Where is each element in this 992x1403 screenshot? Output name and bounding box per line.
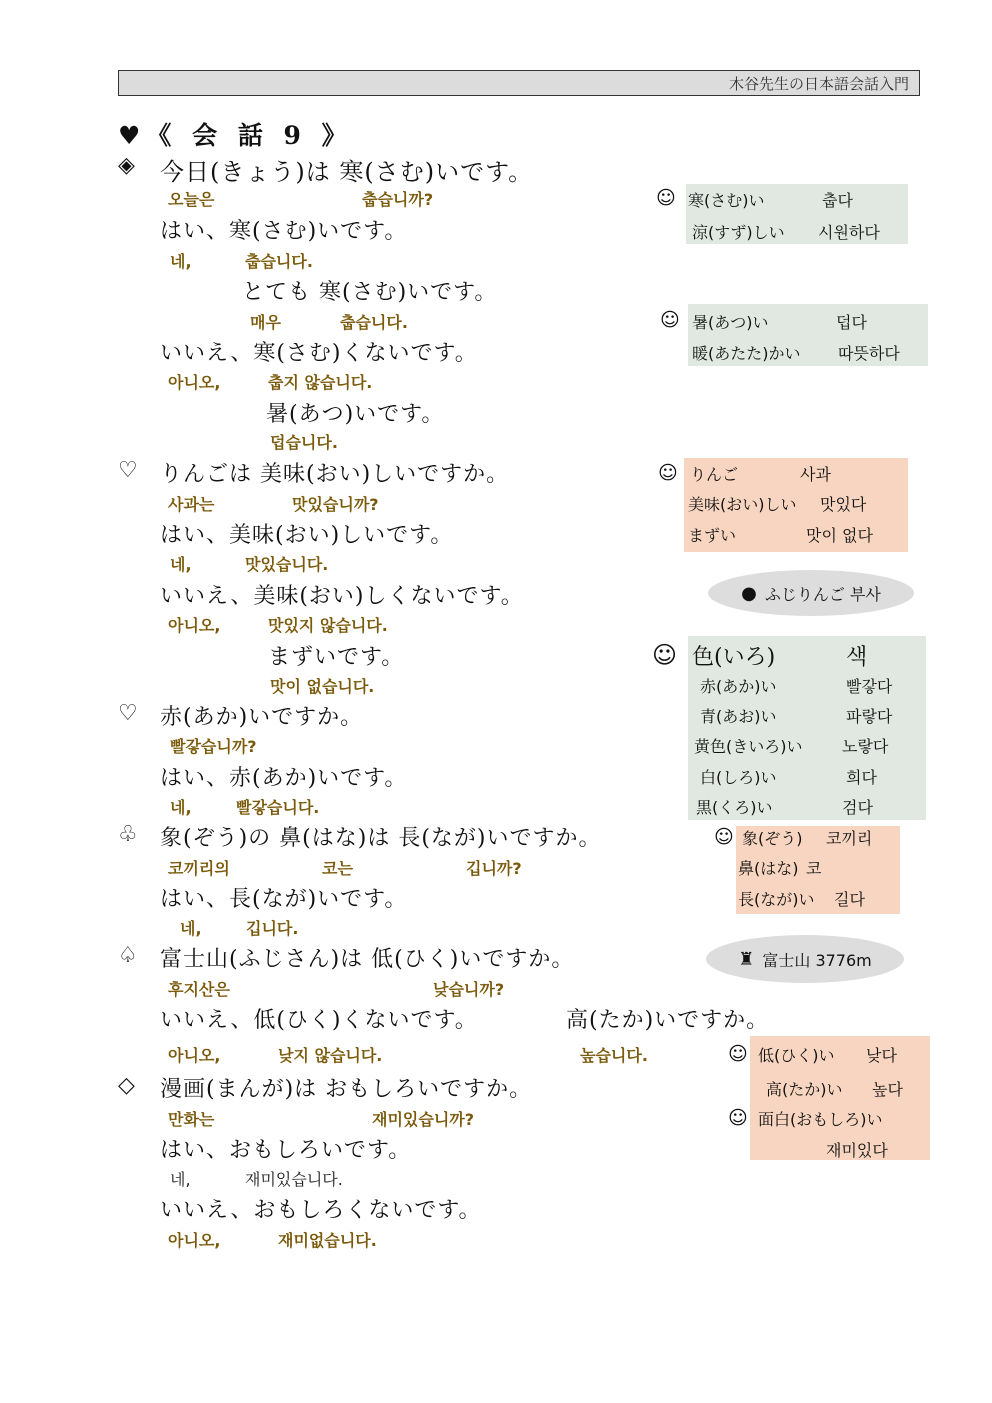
vocab-jp: 涼(すず)しい <box>692 223 785 242</box>
vocab-jp: 低(ひく)い <box>758 1046 835 1065</box>
diamond-outline-icon: ◇ <box>118 1073 135 1098</box>
kr-no-2: 아니오, <box>168 616 221 635</box>
kr-no: 아니오, <box>168 373 221 392</box>
kr-bad-taste: 맛이 없습니다. <box>270 677 375 696</box>
lesson-title <box>118 116 353 152</box>
vocab-jp: 黒(くろ)い <box>696 798 773 817</box>
kr-fuji: 후지산은 <box>168 980 230 999</box>
answer-bad-taste: まずいです。 <box>268 645 405 670</box>
vocab-jp: 暑(あつ)い <box>692 313 769 332</box>
smiley-icon: ☺ <box>652 641 678 669</box>
vocab-kr: 낮다 <box>866 1046 897 1065</box>
kr-fun-a: 재미있습니다. <box>245 1170 343 1189</box>
answer-very-cold: とても 寒(さむ)いです。 <box>242 280 498 305</box>
tower-icon: ♜ <box>738 948 755 970</box>
vocab-kr: 사과 <box>800 465 831 484</box>
question-manga: 漫画(まんが)は おもしろいですか。 <box>160 1077 533 1102</box>
kr-no-4: 아니오, <box>168 1231 221 1250</box>
header-bar <box>118 70 920 96</box>
kr-not-cold: 춥지 않습니다. <box>268 373 373 392</box>
kr-red-a: 빨갛습니다. <box>236 798 320 817</box>
smiley-icon: ☺ <box>658 462 678 484</box>
kr-long-q: 깁니까? <box>466 859 522 878</box>
heart-icon: ♥ <box>118 121 147 150</box>
kr-nose: 코는 <box>322 859 353 878</box>
vocab-jp: 高(たか)い <box>766 1080 843 1099</box>
vocab-jp: 象(ぞう) <box>742 829 803 848</box>
vocab-jp: まずい <box>688 526 737 545</box>
kr-cold-a: 춥습니다. <box>245 252 313 271</box>
question-elephant: 象(ぞう)の 鼻(はな)は 長(なが)いですか。 <box>160 826 602 851</box>
vocab-kr: 코 <box>806 859 822 878</box>
answer-yes-tasty: はい、美味(おい)しいです。 <box>160 523 454 548</box>
vocab-jp: 色(いろ) <box>692 645 776 670</box>
answer-no-tasty: いいえ、美味(おい)しくないです。 <box>160 584 524 609</box>
kr-cold-a2: 춥습니다. <box>340 313 408 332</box>
question-red: 赤(あか)いですか。 <box>160 705 364 730</box>
vocab-kr: 시원하다 <box>818 223 880 242</box>
heart-outline-icon: ♡ <box>118 458 138 483</box>
vocab-kr: 색 <box>846 645 868 670</box>
vocab-kr: 파랗다 <box>846 707 893 726</box>
kr-yes-2: 네, <box>170 555 192 574</box>
vocab-kr: 맛이 없다 <box>806 526 873 545</box>
kr-fun-q: 재미있습니까? <box>372 1110 475 1129</box>
vocab-jp: 寒(さむ)い <box>688 191 765 210</box>
vocab-kr: 재미있다 <box>826 1141 888 1160</box>
kr-red-q: 빨갛습니까? <box>170 737 257 756</box>
kr-manga: 만화는 <box>168 1110 215 1129</box>
vocab-jp: りんご <box>690 465 739 484</box>
question-apple: りんごは 美味(おい)しいですか。 <box>160 462 510 487</box>
answer-yes-fun: はい、おもしろいです。 <box>160 1138 412 1163</box>
heart-outline-icon-2: ♡ <box>118 701 138 726</box>
vocab-kr: 맛있다 <box>820 495 867 514</box>
lesson-title-text: 《 会 話 9 》 <box>146 121 353 150</box>
answer-hot: 暑(あつ)いです。 <box>266 402 445 427</box>
header-title: 木谷先生の日本語会話入門 <box>728 75 909 93</box>
kr-high: 높습니다. <box>580 1046 648 1065</box>
answer-yes-cold: はい、寒(さむ)いです。 <box>160 219 408 244</box>
fuji-note-text: 富士山 3776m <box>762 950 872 970</box>
club-outline-icon: ♧ <box>118 822 138 847</box>
vocab-jp: 面白(おもしろ)い <box>758 1110 883 1129</box>
answer-no-cold: いいえ、寒(さむ)くないです。 <box>160 341 478 366</box>
vocab-kr: 노랗다 <box>842 737 889 756</box>
kr-no-3: 아니오, <box>168 1046 221 1065</box>
diamond-icon: ◈ <box>118 153 135 178</box>
kr-long-a: 깁니다. <box>246 919 299 938</box>
vocab-jp: 美味(おい)しい <box>688 495 797 514</box>
kr-today: 오늘은 <box>168 190 215 209</box>
vocab-jp: 長(なが)い <box>738 890 815 909</box>
kr-not-low: 낮지 않습니다. <box>278 1046 383 1065</box>
kr-yes-4: 네, <box>180 919 202 938</box>
kr-tasty-a: 맛있습니다. <box>245 555 329 574</box>
kr-hot: 덥습니다. <box>270 433 338 452</box>
kr-yes-3: 네, <box>170 798 192 817</box>
answer-no-low: いいえ、低(ひく)くないです。 <box>160 1008 478 1033</box>
vocab-jp: 赤(あか)い <box>700 677 777 696</box>
vocab-kr: 빨갛다 <box>846 677 893 696</box>
vocab-kr: 코끼리 <box>826 829 873 848</box>
oval-fuji-note <box>706 935 904 983</box>
vocab-kr: 검다 <box>842 798 873 817</box>
smiley-icon: ☺ <box>656 187 676 209</box>
smiley-icon: ☺ <box>714 826 734 848</box>
kr-yes-5: 네, <box>170 1170 191 1189</box>
answer-yes-red: はい、赤(あか)いです。 <box>160 766 408 791</box>
vocab-jp: 黄色(きいろ)い <box>694 737 803 756</box>
vocab-jp: 青(あお)い <box>700 707 777 726</box>
kr-yes: 네, <box>170 252 192 271</box>
kr-not-fun: 재미없습니다. <box>278 1231 377 1250</box>
vocab-kr: 춥다 <box>822 191 853 210</box>
vocab-jp: 鼻(はな) <box>738 859 799 878</box>
kr-not-tasty: 맛있지 않습니다. <box>268 616 388 635</box>
spade-outline-icon: ♤ <box>118 943 138 968</box>
answer-no-fun: いいえ、おもしろくないです。 <box>160 1198 482 1223</box>
vocab-kr: 길다 <box>834 890 865 909</box>
vocab-kr: 높다 <box>872 1080 903 1099</box>
kr-low-q: 낮습니까? <box>433 980 505 999</box>
answer-yes-long: はい、長(なが)いです。 <box>160 887 408 912</box>
kr-elephant: 코끼리의 <box>168 859 230 878</box>
kr-apple: 사과는 <box>168 495 215 514</box>
vocab-kr: 덥다 <box>836 313 867 332</box>
vocab-jp: 白(しろ)い <box>700 768 777 787</box>
oval-apple-note <box>708 570 914 616</box>
answer-high-q: 高(たか)いですか。 <box>566 1008 770 1033</box>
vocab-jp: 暖(あたた)かい <box>692 344 801 363</box>
kr-cold-q: 춥습니까? <box>362 190 434 209</box>
smiley-icon: ☺ <box>728 1043 748 1065</box>
kr-very: 매우 <box>250 313 281 332</box>
kr-tasty-q: 맛있습니까? <box>292 495 379 514</box>
smiley-icon: ☺ <box>728 1107 748 1129</box>
apple-icon: ● <box>741 582 757 604</box>
question-cold: 今日(きょう)は 寒(さむ)いです。 <box>160 158 534 186</box>
vocab-kr: 희다 <box>846 768 877 787</box>
question-fuji: 富士山(ふじさん)は 低(ひく)いですか。 <box>160 947 575 972</box>
vocab-kr: 따뜻하다 <box>838 344 900 363</box>
smiley-icon: ☺ <box>660 309 680 331</box>
apple-note-text: ふじりんご 부사 <box>764 584 881 604</box>
